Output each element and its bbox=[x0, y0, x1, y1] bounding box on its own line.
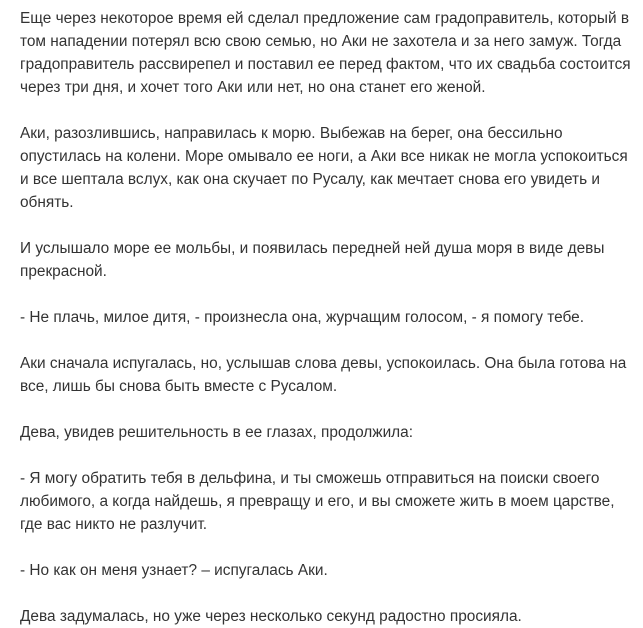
paragraph: - Я могу обратить тебя в дельфина, и ты сможешь отправиться на поиски своего любимого, а когда найдешь, я превращу и его, и вы сможете жить в моем царстве, где вас никто не разлучит. bbox=[20, 470, 615, 533]
paragraph: Дева задумалась, но уже через несколько секунд радостно просияла. bbox=[20, 608, 522, 625]
paragraph: Еще через некоторое время ей сделал предложение сам градоправитель, который в том нападении потерял всю свою семью, но Аки не захотела и за него замуж. Тогда градоправитель рассвирепел и поставил ее перед фактом, что их свадьба состоится через три дня, и хочет того Аки или нет, но она станет его женой. bbox=[20, 10, 631, 96]
paragraph: Аки сначала испугалась, но, услышав слова девы, успокоилась. Она была готова на все, лишь бы снова быть вместе с Русалом. bbox=[20, 355, 627, 395]
article-body bbox=[20, 7, 632, 628]
paragraph: - Не плачь, милое дитя, - произнесла она, журчащим голосом, - я помогу тебе. bbox=[20, 309, 585, 326]
paragraph: И услышало море ее мольбы, и появилась передней ней душа моря в виде девы прекрасной. bbox=[20, 240, 605, 280]
paragraph: Дева, увидев решительность в ее глазах, продолжила: bbox=[20, 424, 414, 441]
paragraph: Аки, разозлившись, направилась к морю. Выбежав на берег, она бессильно опустилась на колени. Море омывало ее ноги, а Аки все никак не могла успокоиться и все шептала вслух, как она скучает по Русалу, как мечтает снова его увидеть и обнять. bbox=[20, 125, 628, 211]
paragraph: - Но как он меня узнает? – испугалась Аки. bbox=[20, 562, 328, 579]
